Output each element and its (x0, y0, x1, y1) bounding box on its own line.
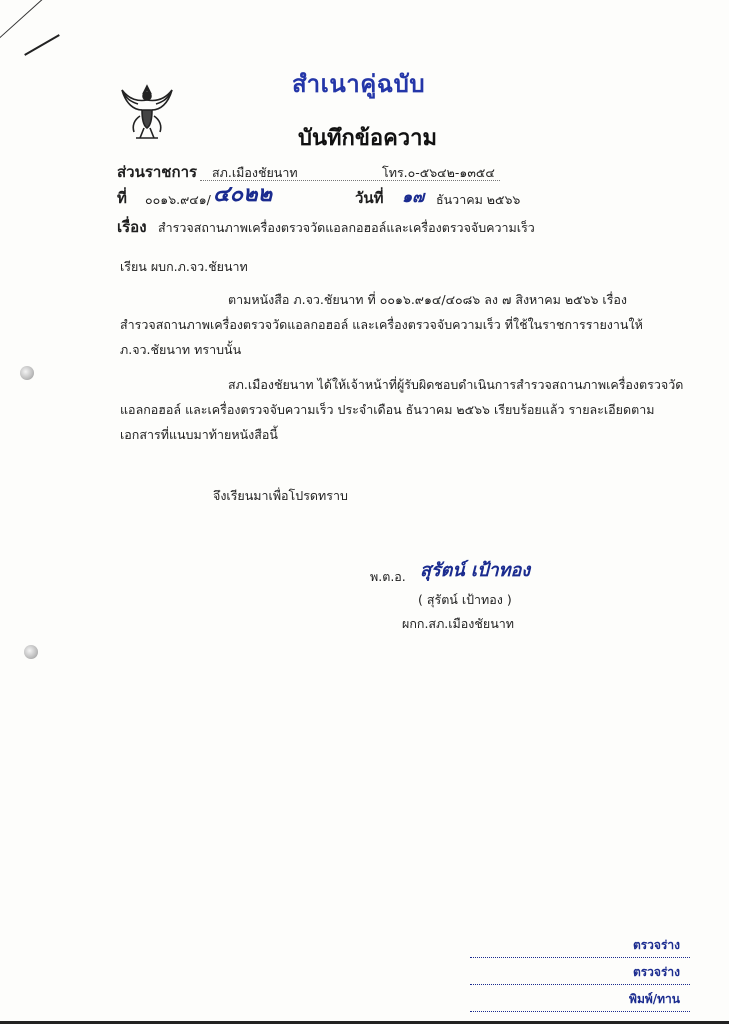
paragraph1-line1: ตามหนังสือ ภ.จว.ชัยนาท ที่ ๐๐๑๖.๙๑๔/๔๐๘๖ ลง ๗ สิงหาคม ๒๕๖๖ เรื่อง (228, 292, 628, 307)
approval-line-typed (470, 989, 690, 1012)
approval-line-label: ตรวจร่าง (632, 938, 680, 952)
reference-handwritten: ๔๐๒๒ (213, 181, 273, 207)
garuda-emblem-icon (118, 80, 176, 142)
approval-line-draft-check-2 (470, 962, 690, 985)
approval-line-label: ตรวจร่าง (632, 965, 680, 979)
salutation: เรียน ผบก.ภ.จว.ชัยนาท (120, 259, 248, 274)
signer-position: ผกก.สภ.เมืองชัยนาท (402, 616, 515, 631)
subject-value: สำรวจสถานภาพเครื่องตรวจวัดแอลกอฮอล์และเครื่องตรวจจับความเร็ว (158, 220, 535, 235)
paragraph1-line3: ภ.จว.ชัยนาท ทราบนั้น (120, 342, 242, 357)
date-label: วันที่ (355, 189, 384, 207)
paragraph2-line2: แอลกอฮอล์ และเครื่องตรวจจับความเร็ว ประจำเดือน ธันวาคม ๒๕๖๖ เรียบร้อยแล้ว รายละเอียดตาม (120, 402, 655, 417)
punch-hole (24, 645, 38, 659)
closing-text: จึงเรียนมาเพื่อโปรดทราบ (213, 488, 348, 503)
reference-label: ที่ (117, 189, 127, 207)
copy-stamp: สำเนาคู่ฉบับ (292, 70, 426, 98)
department-value: สภ.เมืองชัยนาท (212, 165, 298, 180)
document-title: บันทึกข้อความ (298, 126, 438, 151)
reference-number: ๐๐๑๖.๙๔๑/ (145, 192, 211, 207)
subject-label: เรื่อง (117, 218, 147, 236)
punch-hole (20, 366, 34, 380)
department-label: ส่วนราชการ (117, 163, 198, 181)
signer-rank: พ.ต.อ. (370, 569, 406, 584)
date-month-year: ธันวาคม ๒๕๖๖ (436, 192, 521, 207)
paper-fold-line (0, 0, 122, 56)
approval-line-draft-check (470, 935, 690, 958)
signer-name: ( สุรัตน์ เป้าทอง ) (418, 592, 512, 607)
approval-stamp (470, 935, 690, 1016)
pen-mark (24, 34, 60, 56)
paragraph1-line2: สำรวจสถานภาพเครื่องตรวจวัดแอลกอฮอล์ และเครื่องตรวจจับความเร็ว ที่ใช้ในราชการรายงานให้ (120, 317, 643, 332)
approval-line-label: พิมพ์/ทาน (629, 992, 680, 1006)
date-day-handwritten: ๑๗ (402, 187, 425, 206)
paragraph2-line1: สภ.เมืองชัยนาท ได้ให้เจ้าหน้าที่ผู้รับผิดชอบดำเนินการสำรวจสถานภาพเครื่องตรวจวัด (228, 377, 684, 392)
handwritten-signature: สุรัตน์ เป้าทอง (420, 560, 531, 581)
paragraph2-line3: เอกสารที่แนบมาท้ายหนังสือนี้ (120, 427, 278, 442)
phone-number: โทร.๐-๕๖๔๒-๑๓๕๔ (382, 165, 495, 180)
